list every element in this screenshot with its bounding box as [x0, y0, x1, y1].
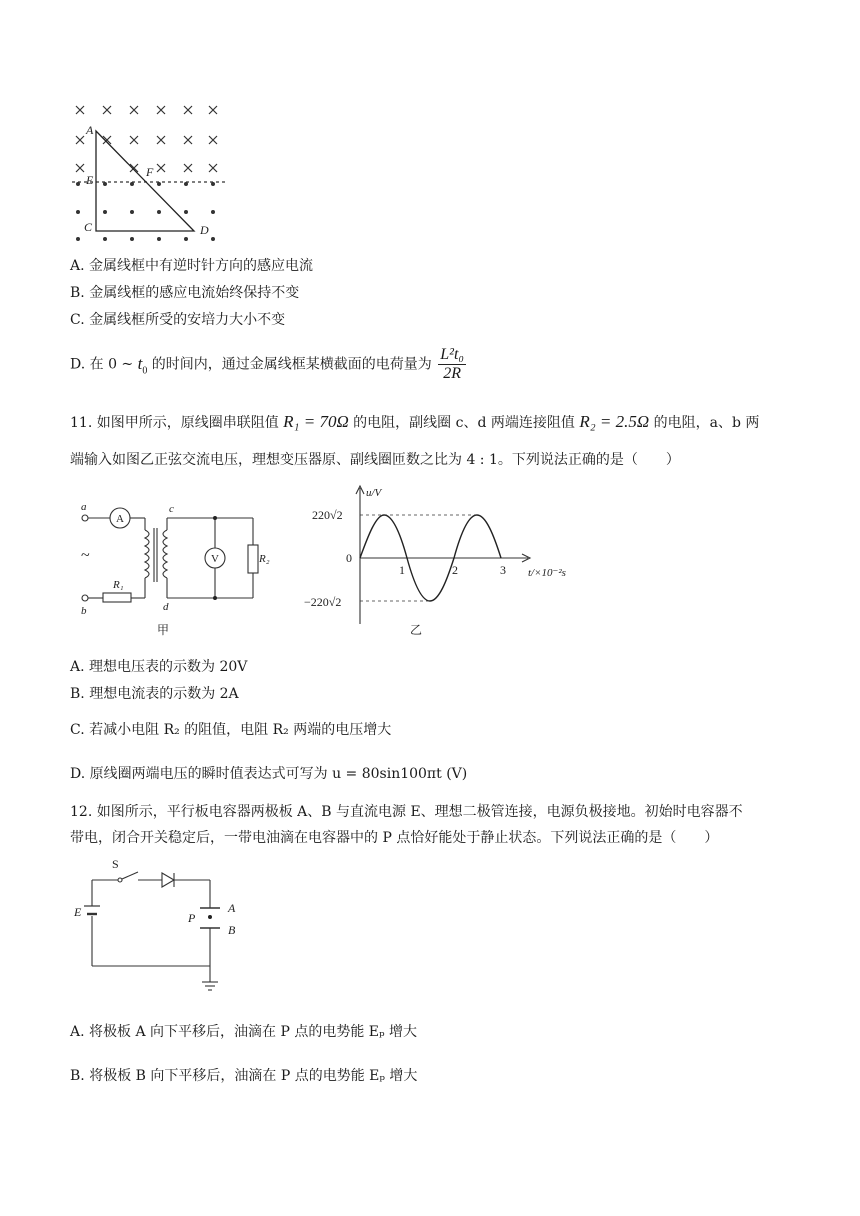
q11-option-d: D. 原线圈两端电压的瞬时值表达式可写为 u = 80sin100πt (V)	[70, 766, 468, 782]
svg-text:b: b	[81, 605, 87, 617]
q10-option-d	[70, 346, 468, 383]
label-a: A	[86, 123, 94, 137]
q11-option-c: C. 若减小电阻 R₂ 的阻值，电阻 R₂ 两端的电压增大	[70, 722, 392, 738]
label-d: D	[200, 223, 209, 237]
svg-text:A: A	[116, 513, 124, 525]
terminal-b	[82, 595, 88, 601]
svg-text:S: S	[112, 858, 119, 871]
q11-option-a: A. 理想电压表的示数为 20V	[70, 659, 248, 675]
svg-text:−220√2: −220√2	[304, 595, 342, 609]
q10-option-a: A. 金属线框中有逆时针方向的感应电流	[70, 258, 314, 274]
svg-text:0: 0	[346, 551, 352, 565]
dot-field-marks	[76, 182, 215, 241]
switch-pivot	[118, 878, 122, 882]
resistor-r1	[103, 593, 131, 602]
charge-fraction: $\frac{\text{L²t₀}}{2R}$	[440, 346, 464, 382]
svg-text:t/×10⁻²s: t/×10⁻²s	[528, 567, 566, 579]
q11-stem-line2: 端输入如图乙正弦交流电压，理想变压器原、副线圈匝数之比为 4 : 1。下列说法正确的是（ ）	[70, 452, 680, 468]
svg-text:R₂: R₂	[259, 553, 270, 565]
q11-figure-jia	[75, 500, 275, 640]
svg-text:u/V: u/V	[366, 487, 382, 499]
q10-option-b: B. 金属线框的感应电流始终保持不变	[70, 285, 300, 301]
label-f: F	[146, 165, 154, 179]
secondary-coil	[163, 530, 167, 578]
q10-option-d-prefix: D. 在 0 ~	[70, 356, 138, 373]
svg-text:a: a	[81, 501, 87, 513]
q11-option-b: B. 理想电流表的示数为 2A	[70, 686, 239, 702]
q12-figure	[70, 858, 250, 998]
primary-coil	[145, 530, 149, 578]
q12-stem-line1: 12. 如图所示，平行板电容器两极板 A、B 与直流电源 E、理想二极管连接，电源负极接地。初始时电容器不	[70, 804, 743, 820]
oil-drop-p	[208, 915, 212, 919]
q10-figure	[68, 98, 238, 248]
q11-stem-line1: 11. 如图甲所示，原线圈串联阻值 R₁ = 70Ω 的电阻，副线圈 c、d 两端连接阻值 R₂ = 2.5Ω 的电阻，a、b 两	[70, 412, 760, 431]
svg-text:甲: 甲	[157, 623, 170, 637]
cross-field-marks	[76, 106, 217, 172]
q10-option-d-middle: 的时间内，通过金属线框某横截面的电荷量为	[147, 356, 432, 373]
svg-text:E: E	[74, 905, 82, 919]
q11-figure-yi	[300, 484, 600, 640]
svg-text:d: d	[163, 601, 169, 613]
svg-text:1: 1	[399, 563, 405, 577]
t0-symbol: $t_0$	[137, 353, 148, 376]
svg-text:3: 3	[500, 563, 506, 577]
svg-text:220√2: 220√2	[312, 508, 343, 522]
svg-text:B: B	[228, 923, 236, 937]
q12-stem-line2: 带电，闭合开关稳定后，一带电油滴在电容器中的 P 点恰好能处于静止状态。下列说法正确的是（ ）	[70, 830, 719, 846]
svg-text:乙: 乙	[410, 623, 423, 637]
svg-text:c: c	[169, 503, 174, 515]
svg-text:~: ~	[81, 547, 90, 564]
q12-option-a: A. 将极板 A 向下平移后，油滴在 P 点的电势能 Eₚ 增大	[70, 1024, 418, 1040]
svg-text:V: V	[211, 553, 219, 565]
svg-text:2: 2	[452, 563, 458, 577]
terminal-a	[82, 515, 88, 521]
svg-text:A: A	[228, 901, 236, 915]
label-e: E	[86, 173, 94, 187]
q10-option-c: C. 金属线框所受的安培力大小不变	[70, 312, 286, 328]
q12-option-b: B. 将极板 B 向下平移后，油滴在 P 点的电势能 Eₚ 增大	[70, 1068, 418, 1084]
switch-blade	[122, 872, 138, 879]
triangle-wire-frame	[96, 131, 194, 231]
diode-symbol	[162, 873, 174, 887]
svg-text:R₁: R₁	[113, 579, 124, 591]
svg-text:P: P	[188, 911, 196, 925]
label-c: C	[84, 220, 93, 234]
resistor-r2	[248, 545, 258, 573]
